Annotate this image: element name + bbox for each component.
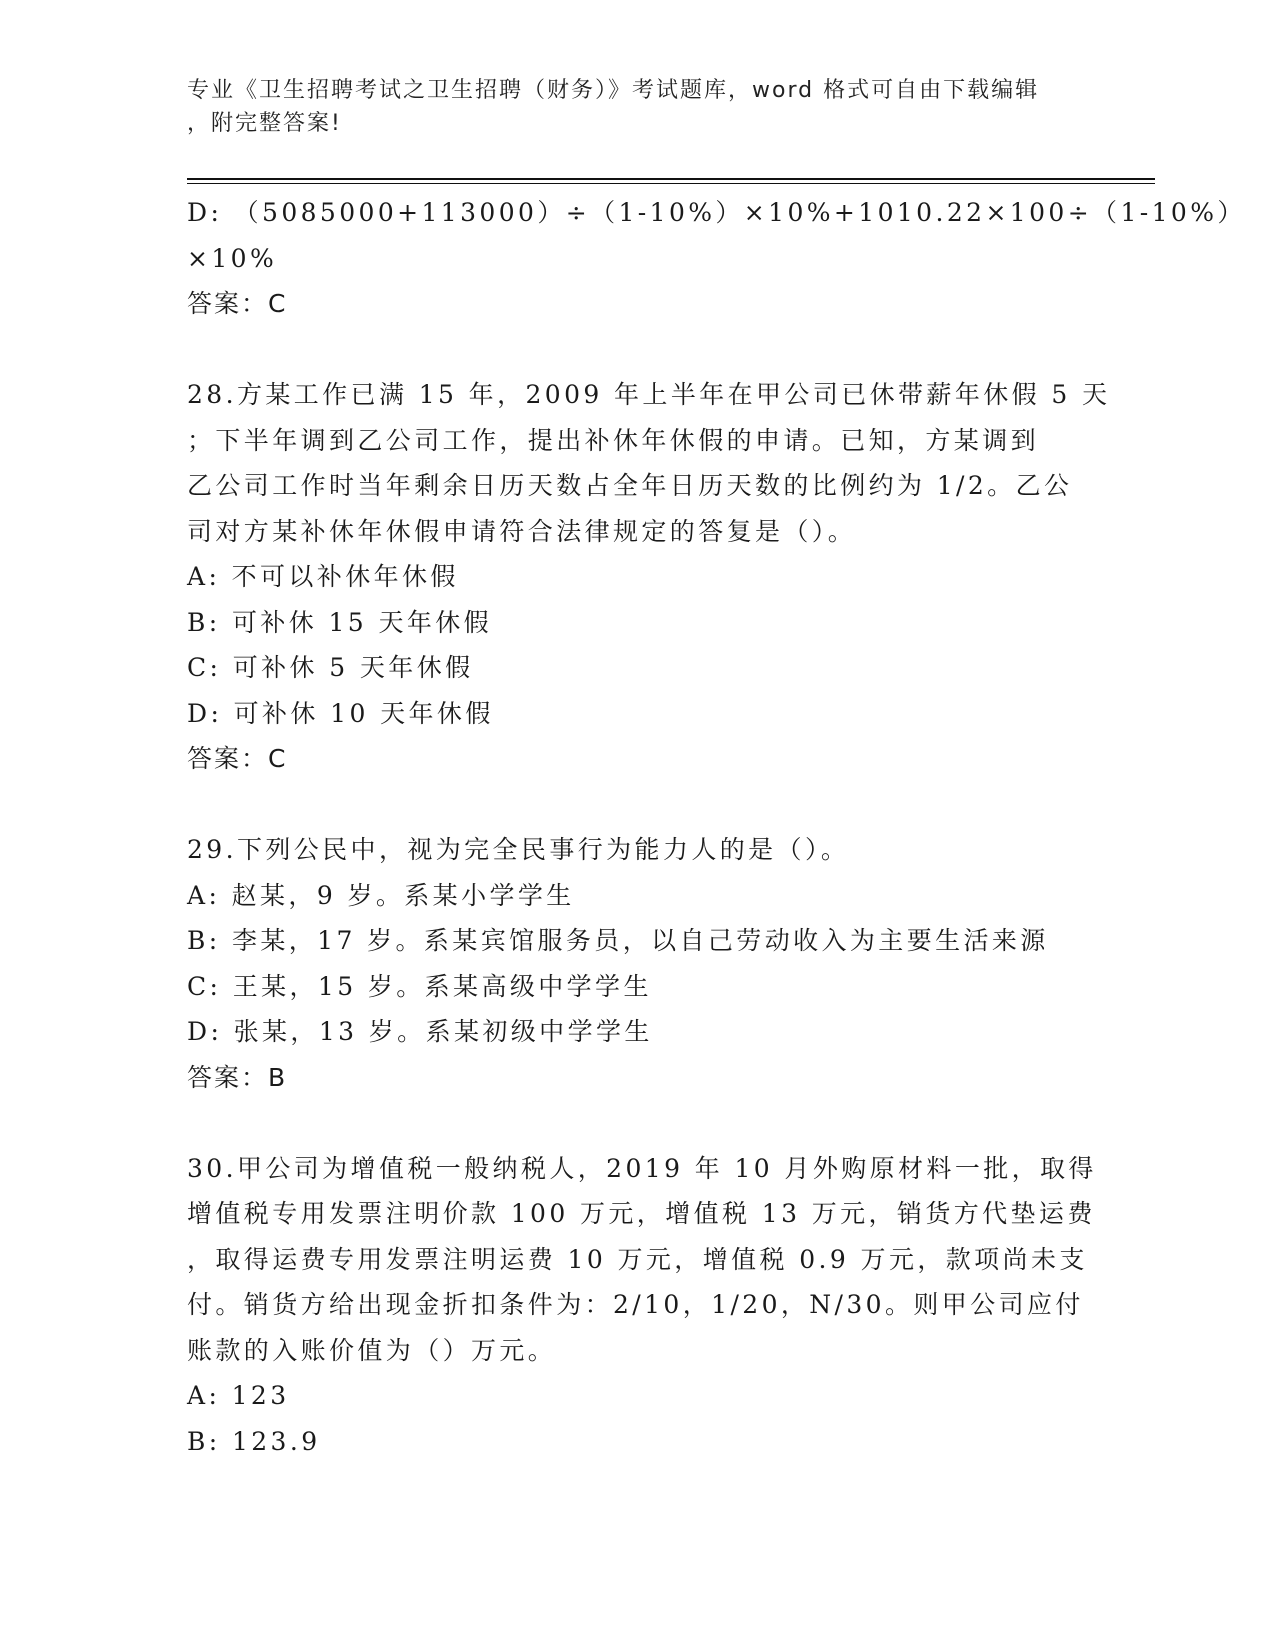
option-b: B: 可补休 15 天年休假 <box>187 607 493 637</box>
question-text: ；下半年调到乙公司工作，提出补休年休假的申请。已知，方某调到 <box>187 425 1040 455</box>
question-text: ，取得运费专用发票注明运费 10 万元，增值税 0.9 万元，款项尚未支 <box>187 1244 1088 1274</box>
header-rule-thick <box>187 178 1155 180</box>
question-text: 乙公司工作时当年剩余日历天数占全年日历天数的比例约为 1/2。乙公 <box>187 471 1073 500</box>
question-30 <box>187 1146 1097 1465</box>
option-c: C: 王某，15 岁。系某高级中学学生 <box>187 971 652 1001</box>
answer-line: 答案：C <box>187 744 288 773</box>
question-text: 28.方某工作已满 15 年，2009 年上半年在甲公司已休带薪年休假 5 天 <box>187 380 1111 409</box>
option-b: B: 123.9 <box>187 1426 321 1456</box>
option-d-continued: ×10% <box>187 243 278 273</box>
option-a: A: 123 <box>187 1381 290 1410</box>
question-text: 账款的入账价值为（）万元。 <box>187 1335 557 1365</box>
option-d: D: 可补休 10 天年休假 <box>187 698 494 728</box>
spacer <box>187 782 1087 828</box>
header-line-1: 专业《卫生招聘考试之卫生招聘（财务）》考试题库，word 格式可自由下载编辑 <box>187 78 1040 103</box>
question-text: 司对方某补休年休假申请符合法律规定的答复是（）。 <box>187 516 857 546</box>
option-d: D: 张某，13 岁。系某初级中学学生 <box>187 1017 653 1046</box>
previous-question-tail <box>187 190 1246 327</box>
question-29 <box>187 827 1087 1100</box>
question-text: 增值税专用发票注明价款 100 万元，增值税 13 万元，销货方代垫运费 <box>187 1199 1096 1228</box>
spacer <box>187 327 1087 373</box>
option-b: B: 李某，17 岁。系某宾馆服务员，以自己劳动收入为主要生活来源 <box>187 926 1049 955</box>
answer-line: 答案：B <box>187 1062 288 1092</box>
question-text: 付。销货方给出现金折扣条件为：2/10，1/20，N/30。则甲公司应付 <box>187 1290 1084 1319</box>
header-line-2: ，附完整答案! <box>187 111 342 136</box>
option-a: A: 赵某，9 岁。系某小学学生 <box>187 880 575 910</box>
option-d: D: （5085000+113000）÷（1-10%）×10%+1010.22×100÷（1-10%） <box>187 198 1246 227</box>
option-c: C: 可补休 5 天年休假 <box>187 653 474 682</box>
question-text: 30.甲公司为增值税一般纳税人，2019 年 10 月外购原材料一批，取得 <box>187 1153 1097 1183</box>
header-rule-thin <box>187 183 1155 184</box>
document-header <box>187 74 1087 140</box>
option-a: A: 不可以补休年休假 <box>187 562 459 591</box>
question-text: 29.下列公民中，视为完全民事行为能力人的是（）。 <box>187 835 850 864</box>
spacer <box>187 1100 1087 1146</box>
question-28 <box>187 372 1111 782</box>
answer-line: 答案：C <box>187 289 288 318</box>
document-body <box>187 190 1246 1464</box>
